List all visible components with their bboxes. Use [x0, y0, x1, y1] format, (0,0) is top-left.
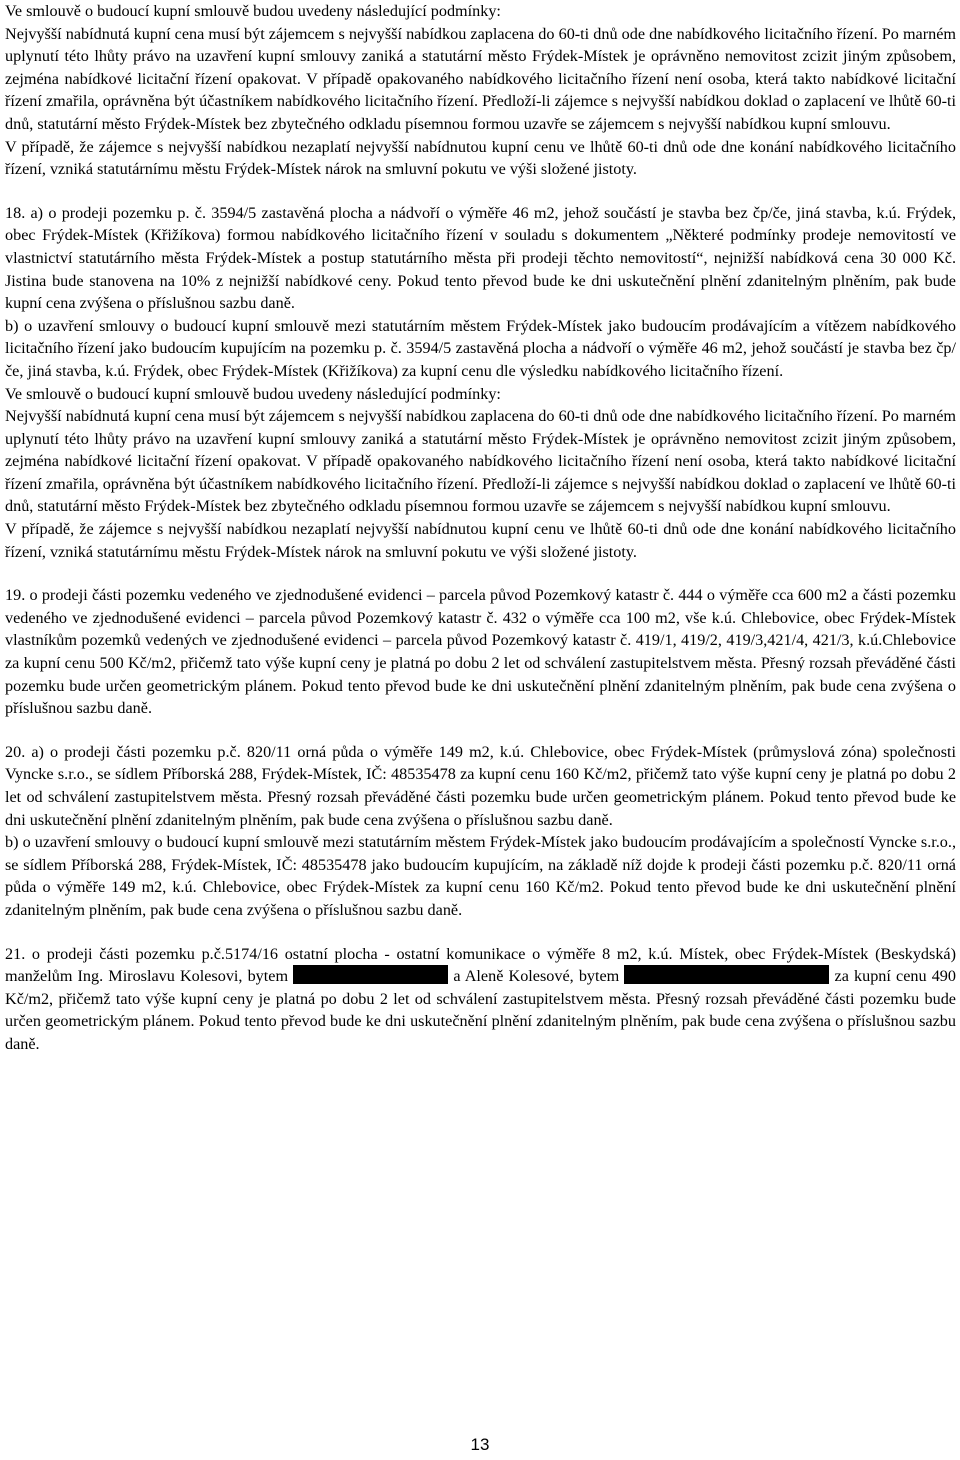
paragraph-gap [5, 181, 956, 202]
item-21 [5, 943, 956, 1056]
item-21-text-2: a Aleně Kolesové, bytem [453, 967, 620, 986]
penalty-paragraph: V případě, že zájemce s nejvyšší nabídkou nezaplatí nejvyšší nabídnutou kupní cenu ve lhůtě 60-ti dnů ode dne konání nabídkového licitačního řízení, vzniká statutárnímu městu Frýdek-Místek nárok na smluvní pokutu ve výši složené jistoty. [5, 137, 956, 179]
document-page [5, 0, 956, 1056]
penalty-paragraph: V případě, že zájemce s nejvyšší nabídkou nezaplatí nejvyšší nabídnutou kupní cenu ve lhůtě 60-ti dnů ode dne konání nabídkového licitačního řízení, vzniká statutárnímu městu Frýdek-Místek nárok na smluvní pokutu ve výši složené jistoty. [5, 520, 956, 561]
item-18b: b) o uzavření smlouvy o budoucí kupní smlouvě mezi statutárním městem Frýdek-Místek jako budoucím prodávajícím a vítězem nabídkového licitačního řízení jako budoucím kupujícím na pozemku p. č. 3594/5 zastavěná plocha a nádvoří o výměře 46 m2, jehož součástí je stavba bez čp/če, jiná stavba, k.ú. Frýdek, obec Frýdek-Místek (Křižíkova) za kupní cenu dle výsledku nabídkového licitačního řízení. [5, 316, 956, 380]
item-20b: b) o uzavření smlouvy o budoucí kupní smlouvě mezi statutárním městem Frýdek-Místek jako budoucím prodávajícím a společností Vyncke s.r.o., se sídlem Příborská 288, Frýdek-Místek, IČ: 48535478 jako budoucím kupujícím, na základě níž dojde k prodeji části pozemku p.č. 820/11 orná půda o výměře 149 m2, k.ú. Chlebovice, obec Frýdek-Místek za kupní cenu 160 Kč/m2. Pokud tento převod bude ke dni uskutečnění plnění zdanitelným plněním, pak bude cena zvýšena o příslušnou sazbu daně. [5, 833, 956, 919]
item-21-text-1: 21. o prodeji části pozemku p.č.5174/16 ostatní plocha - ostatní komunikace o výměře 8 m2, k.ú. Místek, obec Frýdek-Místek (Beskydská) manželům Ing. Miroslavu Kolesovi, bytem [5, 944, 956, 986]
paragraph-gap [5, 563, 956, 584]
page-number: 13 [470, 1435, 490, 1454]
item-20a: 20. a) o prodeji části pozemku p.č. 820/11 orná půda o výměře 149 m2, k.ú. Chlebovice, obec Frýdek-Místek (průmyslová zóna) společnosti Vyncke s.r.o., se sídlem Příborská 288, Frýdek-Místek, IČ: 48535478 za kupní cenu 160 Kč/m2, přičemž tato výše kupní ceny je platná po dobu 2 let od schválení zastupitelstvem města. Přesný rozsah převáděné části pozemku bude určen geometrickým plánem. Pokud tento převod bude ke dni uskutečnění plnění zdanitelným plněním, pak bude cena zvýšena o příslušnou sazbu daně. [5, 742, 956, 829]
redaction-bar [293, 965, 448, 984]
paragraph-gap [5, 922, 956, 943]
conditions-heading: Ve smlouvě o budoucí kupní smlouvě budou uvedeny následující podmínky: [5, 384, 501, 403]
item-18a: 18. a) o prodeji pozemku p. č. 3594/5 zastavěná plocha a nádvoří o výměře 46 m2, jehož součástí je stavba bez čp/če, jiná stavba, k.ú. Frýdek, obec Frýdek-Místek (Křižíkova) formou nabídkového licitačního řízení v souladu s dokumentem „Některé podmínky prodeje nemovitostí ve vlastnictví statutárního města Frýdek-Místek a postup statutárního města při prodeji těchto nemovitostí“, nejnižší nabídková cena 30 000 Kč. Jistina bude stanovena na 10% z nejnižší nabídkové ceny. Pokud tento převod bude ke dni uskutečnění plnění zdanitelným plněním, pak bude kupní cena zvýšena o příslušnou sazbu daně. [5, 203, 956, 313]
conditions-paragraph: Nejvyšší nabídnutá kupní cena musí být zájemcem s nejvyšší nabídkou zaplacena do 60-ti dnů ode dne nabídkového licitačního řízení. Po marném uplynutí této lhůty právo na uzavření kupní smlouvy zaniká a statutární město Frýdek-Místek je oprávněno nemovitost zcizit jiným způsobem, zejména nabídkové licitační řízení opakovat. V případě opakovaného nabídkového licitačního řízení není osoba, která takto nabídkové licitační řízení zmařila, oprávněna být účastníkem nabídkového licitačního řízení. Předloží-li zájemce s nejvyšší nabídkou doklad o zaplacení ve lhůtě 60-ti dnů, statutární město Frýdek-Místek bez zbytečného odkladu písemnou formou uzavře se zájemcem s nejvyšší nabídkou kupní smlouvu. [5, 407, 956, 516]
redaction-bar [624, 965, 829, 984]
item-21-text-3: za kupní cenu 490 Kč/m2, přičemž tato výše kupní ceny je platná po dobu 2 let od schválení zastupitelstvem města. Přesný rozsah převáděné části pozemku bude určen geometrickým plánem. Pokud tento převod bude ke dni uskutečnění plnění zdanitelným plněním, pak bude cena zvýšena o příslušnou sazbu daně. [5, 967, 956, 1053]
item-19: 19. o prodeji části pozemku vedeného ve zjednodušené evidenci – parcela původ Pozemkový katastr č. 444 o výměře cca 600 m2 a části pozemku vedeného ve zjednodušené evidenci – parcela původ Pozemkový katastr č. 432 o výměře cca 100 m2, vše k.ú. Chlebovice, obec Frýdek-Místek vlastníkům pozemků vedených ve zjednodušené evidenci – parcela původ Pozemkový katastr č. 419/1, 419/2, 419/3,421/4, 421/3, k.ú.Chlebovice za kupní cenu 500 Kč/m2, přičemž tato výše kupní ceny je platná po dobu 2 let od schválení zastupitelstvem města. Přesný rozsah převáděné části pozemku bude určen geometrickým plánem. Pokud tento převod bude ke dni uskutečnění plnění zdanitelným plněním, pak bude cena zvýšena o příslušnou sazbu daně. [5, 586, 956, 718]
conditions-heading: Ve smlouvě o budoucí kupní smlouvě budou uvedeny následující podmínky: [5, 2, 501, 20]
conditions-paragraph: Nejvyšší nabídnutá kupní cena musí být zájemcem s nejvyšší nabídkou zaplacena do 60-ti dnů ode dne nabídkového licitačního řízení. Po marném uplynutí této lhůty právo na uzavření kupní smlouvy zaniká a statutární město Frýdek-Místek je oprávněno nemovitost zcizit jiným způsobem, zejména nabídkové licitační řízení opakovat. V případě opakovaného nabídkového licitačního řízení není osoba, která takto nabídkové licitační řízení zmařila, oprávněna být účastníkem nabídkového licitačního řízení. Předloží-li zájemce s nejvyšší nabídkou doklad o zaplacení ve lhůtě 60-ti dnů, statutární město Frýdek-Místek bez zbytečného odkladu písemnou formou uzavře se zájemcem s nejvyšší nabídkou kupní smlouvu. [5, 24, 956, 133]
paragraph-gap [5, 720, 956, 741]
